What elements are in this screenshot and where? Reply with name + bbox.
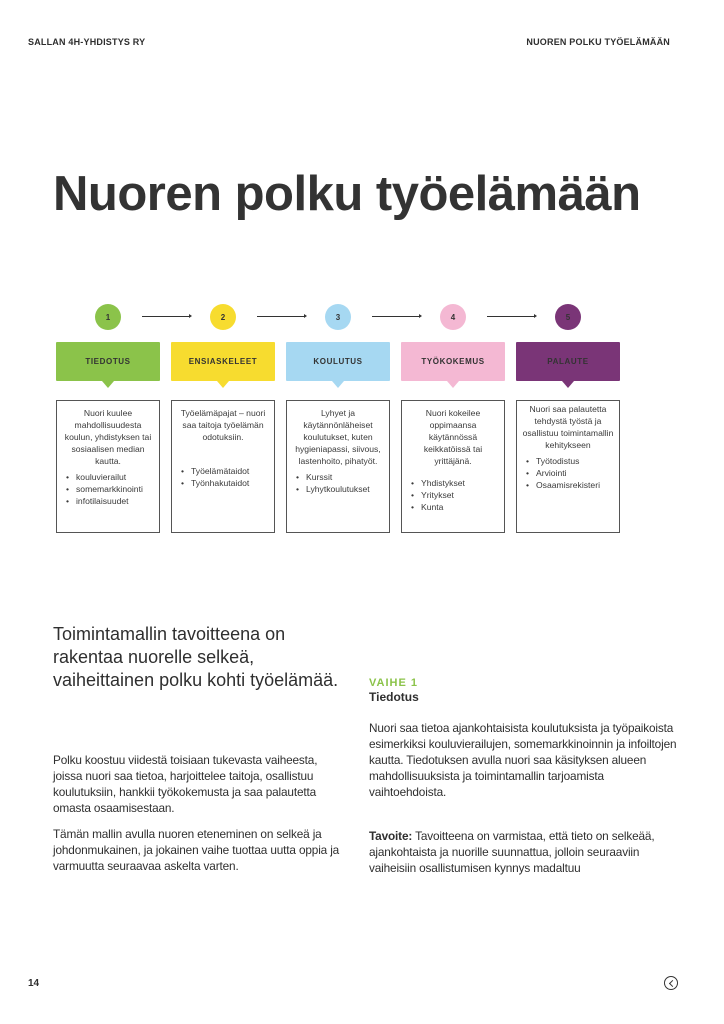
goal-text: Tavoitteena on varmistaa, että tieto on selkeää, ajankohtaista ja nuorille suunnattua, jolloin seuraaviin vaiheisiin osallistumisen kynnys madaltuu (369, 829, 655, 875)
step-bullet: • Yhdistykset (411, 477, 500, 489)
step-description: Nuori kokeilee oppimaansa käytännössä keikkatöissä tai yrittäjänä. (423, 408, 483, 466)
step-2-circle: 2 (210, 304, 236, 330)
step-bullet: • Arviointi (526, 467, 615, 479)
step-5-label: PALAUTE (516, 342, 620, 381)
step-bullet-list (521, 455, 615, 491)
step-bullet: • Yritykset (411, 489, 500, 501)
step-3-label: KOULUTUS (286, 342, 390, 381)
step-bullet: • infotilaisuudet (66, 495, 155, 507)
step-description: Lyhyet ja käytännönläheiset koulutukset, kuten hygieniapassi, siivous, lastenhoito, pihatyöt. (295, 408, 381, 466)
running-head-organization: SALLAN 4H-YHDISTYS RY (28, 37, 146, 47)
step-arrow (142, 316, 190, 317)
step-4-circle: 4 (440, 304, 466, 330)
phase-label: VAIHE 1 (369, 677, 418, 689)
step-3-circle: 3 (325, 304, 351, 330)
body-paragraph-2: Tämän mallin avulla nuoren eteneminen on selkeä ja johdonmukainen, ja jokainen vaihe tuottaa uutta oppia ja varmuutta seuraavaa askelta varten. (53, 827, 340, 873)
step-bullet-list (61, 471, 155, 507)
step-bullet: • somemarkkinointi (66, 483, 155, 495)
step-1-label: TIEDOTUS (56, 342, 160, 381)
chevron-left-circle-icon[interactable] (664, 976, 678, 990)
goal-label: Tavoite: (369, 829, 413, 843)
step-bullet-list (176, 465, 270, 489)
step-4-card (401, 400, 505, 533)
step-bullet: • Työnhakutaidot (181, 477, 270, 489)
phase-description: Nuori saa tietoa ajankohtaisista koulutuksista ja työpaikoista esimerkiksi kouluvierailujen, somemarkkinoinnin ja infoiltojen kautta. Tiedotuksen avulla nuori saa käsityksen alueen mahdollisuuksista ja toimintamallin tarjoamista vaihtoehdoista. (369, 721, 677, 799)
phase-goal (369, 828, 679, 876)
step-arrow (372, 316, 420, 317)
step-bullet: • Työtodistus (526, 455, 615, 467)
step-bullet: • Lyhytkoulutukset (296, 483, 385, 495)
step-3-card (286, 400, 390, 533)
step-description: Työelämäpajat – nuori saa taitoja työelämän odotuksiin. (180, 408, 266, 442)
step-2-card (171, 400, 275, 533)
lead-paragraph: Toimintamallin tavoitteena on rakentaa nuorelle selkeä, vaiheittainen polku kohti työelämää. (53, 624, 339, 690)
step-5-card (516, 400, 620, 533)
page-title: Nuoren polku työelämään (53, 167, 641, 221)
step-arrow (257, 316, 305, 317)
step-bullet: • kouluvierailut (66, 471, 155, 483)
page-number: 14 (28, 978, 40, 989)
step-1-card (56, 400, 160, 533)
running-head-title: NUOREN POLKU TYÖELÄMÄÄN (526, 37, 670, 47)
step-4-label: TYÖKOKEMUS (401, 342, 505, 381)
step-description: Nuori kuulee mahdollisuudesta koulun, yhdistyksen tai sosiaalisen median kautta. (64, 408, 152, 466)
step-bullet-list (406, 477, 500, 513)
phase-name: Tiedotus (369, 690, 419, 704)
step-1-circle: 1 (95, 304, 121, 330)
step-bullet: • Osaamisrekisteri (526, 479, 615, 491)
body-paragraph-1: Polku koostuu viidestä toisiaan tukevasta vaiheesta, joissa nuori saa tietoa, harjoittelee taitoja, osallistuu koulutuksiin, hankkii työkokemusta ja saa palautetta omasta osaamisestaan. (53, 753, 318, 815)
step-2-label: ENSIASKELEET (171, 342, 275, 381)
step-bullet: • Kurssit (296, 471, 385, 483)
step-arrow (487, 316, 535, 317)
step-description: Nuori saa palautetta tehdystä työstä ja osallistuu toimintamallin kehitykseen (522, 404, 614, 450)
step-5-circle: 5 (555, 304, 581, 330)
step-bullet-list (291, 471, 385, 495)
step-bullet: • Kunta (411, 501, 500, 513)
step-bullet: • Työelämätaidot (181, 465, 270, 477)
